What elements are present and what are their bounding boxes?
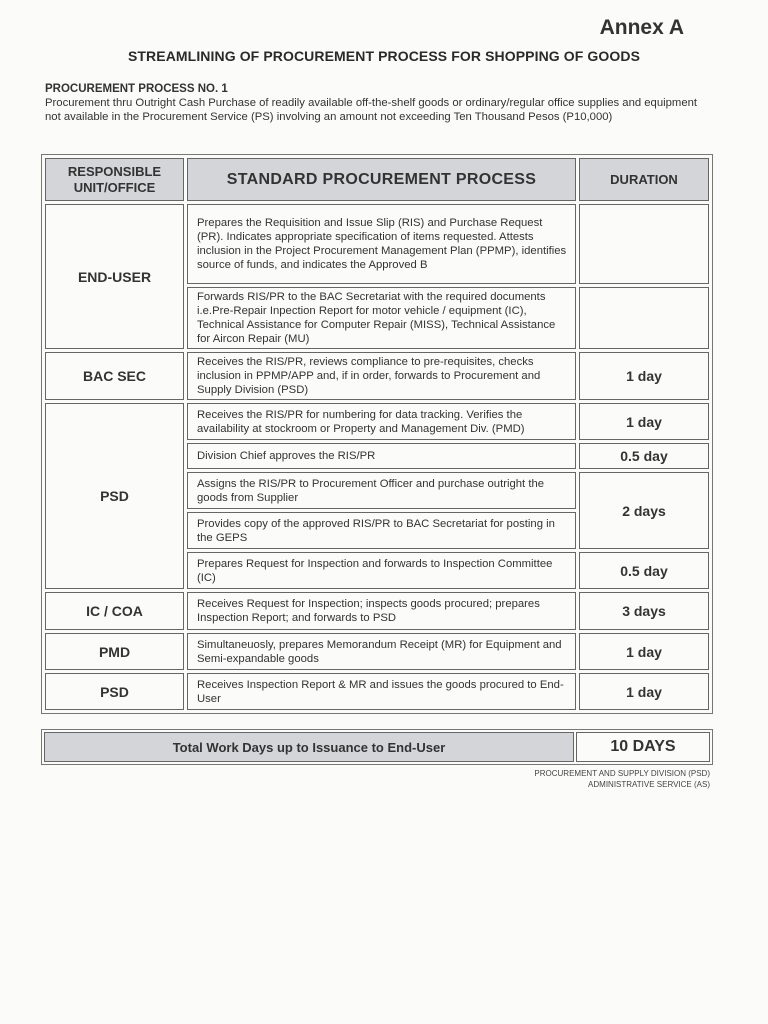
header-responsible-unit: RESPONSIBLE UNIT/OFFICE	[45, 158, 184, 201]
step-cell: Prepares the Requisition and Issue Slip (RIS) and Purchase Request (PR). Indicates appropriate specification of items requested. Attests inclusion in the Project Procurement Management Plan (PPMP), identifies source of funds, and indicates the Approved B	[187, 204, 576, 284]
process-heading: PROCUREMENT PROCESS NO. 1	[45, 83, 228, 95]
step-cell: Receives Inspection Report & MR and issues the goods procured to End-User	[187, 673, 576, 710]
total-row	[44, 732, 710, 762]
footer-service: ADMINISTRATIVE SERVICE (AS)	[588, 780, 710, 789]
step-cell: Receives Request for Inspection; inspects goods procured; prepares Inspection Report; and forwards to PSD	[187, 592, 576, 630]
duration-cell: 0.5 day	[579, 443, 709, 469]
table-row	[45, 352, 709, 400]
footer-office	[534, 768, 710, 790]
process-description: Procurement thru Outright Cash Purchase of readily available off-the-shelf goods or ordinary/regular office supplies and equipment not available in the Procurement Service (PS) involving an amount not exceeding Ten Thousand Pesos (P10,000)	[45, 97, 698, 123]
unit-cell: BAC SEC	[45, 352, 184, 400]
step-cell: Prepares Request for Inspection and forwards to Inspection Committee (IC)	[187, 552, 576, 589]
duration-cell: 1 day	[579, 633, 709, 670]
header-duration: DURATION	[579, 158, 709, 201]
table-header-row	[45, 158, 709, 201]
duration-cell	[579, 287, 709, 349]
duration-cell: 1 day	[579, 352, 709, 400]
intro-section	[45, 82, 715, 124]
table-row	[45, 403, 709, 440]
step-cell: Assigns the RIS/PR to Procurement Officer and purchase outright the goods from Supplier	[187, 472, 576, 509]
total-table	[41, 729, 713, 765]
step-cell: Receives the RIS/PR, reviews compliance to pre-requisites, checks inclusion in PPMP/APP and, if in order, forwards to Procurement and Supply Division (PSD)	[187, 352, 576, 400]
duration-cell: 1 day	[579, 403, 709, 440]
duration-cell: 1 day	[579, 673, 709, 710]
header-standard-process: STANDARD PROCUREMENT PROCESS	[187, 158, 576, 201]
step-cell: Provides copy of the approved RIS/PR to BAC Secretariat for posting in the GEPS	[187, 512, 576, 549]
step-cell: Receives the RIS/PR for numbering for data tracking. Verifies the availability at stockroom or Property and Management Div. (PMD)	[187, 403, 576, 440]
table-row	[45, 592, 709, 630]
duration-cell: 0.5 day	[579, 552, 709, 589]
procurement-table	[41, 154, 713, 714]
unit-cell: END-USER	[45, 204, 184, 349]
document-title: STREAMLINING OF PROCUREMENT PROCESS FOR SHOPPING OF GOODS	[127, 48, 641, 64]
footer-division: PROCUREMENT AND SUPPLY DIVISION (PSD)	[534, 769, 710, 778]
duration-cell: 3 days	[579, 592, 709, 630]
step-cell: Forwards RIS/PR to the BAC Secretariat with the required documents i.e.Pre-Repair Inpection Report for motor vehicle / equipment (IC), Technical Assistance for Computer Repair (MISS), Technical Assistance for Aircon Repair (MU)	[187, 287, 576, 349]
annex-label: Annex A	[599, 16, 684, 39]
total-label: Total Work Days up to Issuance to End-User	[44, 732, 574, 762]
unit-cell: PSD	[45, 403, 184, 589]
duration-cell	[579, 204, 709, 284]
unit-cell: PMD	[45, 633, 184, 670]
unit-cell: IC / COA	[45, 592, 184, 630]
table-row	[45, 204, 709, 284]
table-row	[45, 633, 709, 670]
table-row	[45, 673, 709, 710]
step-cell: Division Chief approves the RIS/PR	[187, 443, 576, 469]
unit-cell: PSD	[45, 673, 184, 710]
total-value: 10 DAYS	[576, 732, 710, 762]
duration-cell: 2 days	[579, 472, 709, 549]
step-cell: Simultaneuosly, prepares Memorandum Receipt (MR) for Equipment and Semi-expandable goods	[187, 633, 576, 670]
